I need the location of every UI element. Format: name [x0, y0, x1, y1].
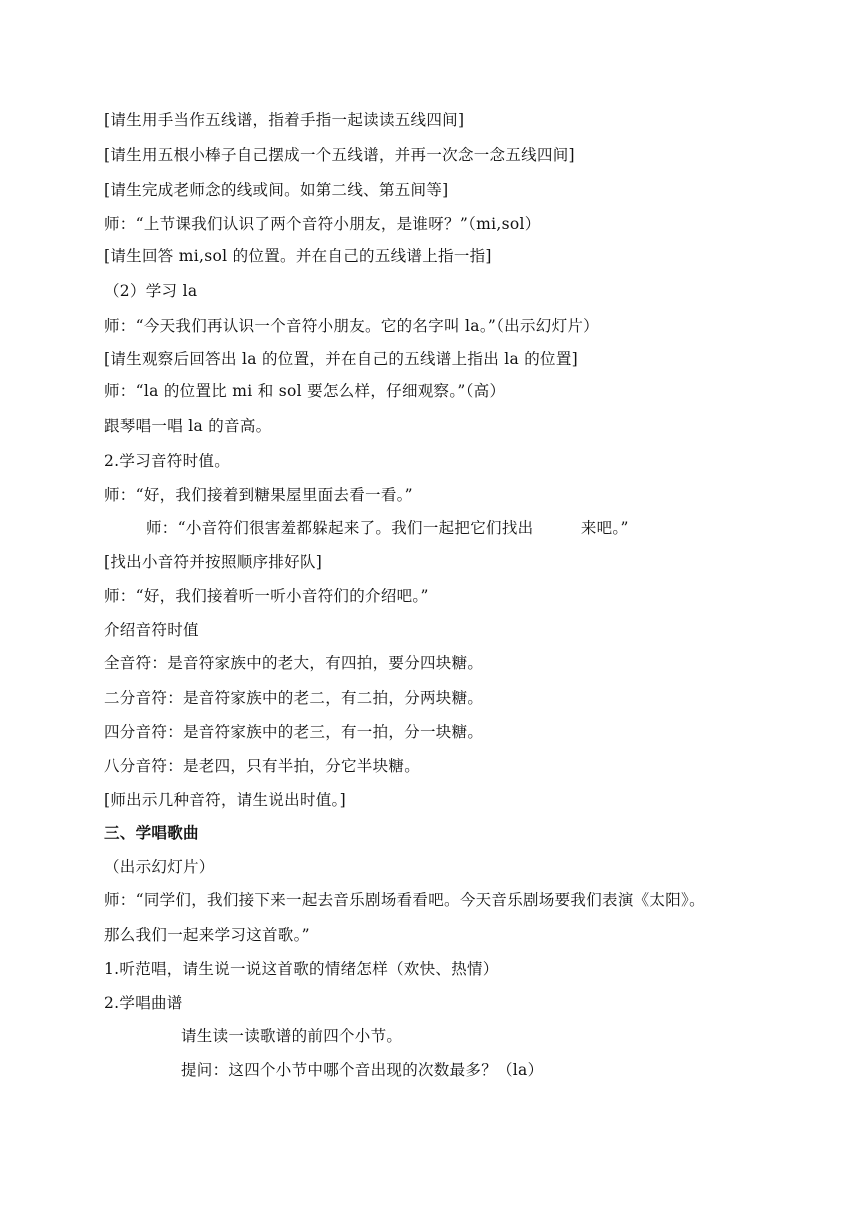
text-line: [师出示几种音符，请生说出时值。] — [104, 791, 346, 809]
text-line: 师：“好，我们接着到糖果屋里面去看一看。” — [104, 486, 413, 504]
subsection-heading: 2.学习音符时值。 — [104, 452, 230, 470]
text-line: 介绍音符时值 — [104, 621, 199, 639]
text-line: （出示幻灯片） — [104, 858, 215, 876]
text-line: 请生读一读歌谱的前四个小节。 — [181, 1027, 403, 1045]
subsection-heading: （2）学习 la — [104, 282, 198, 300]
text-line: 二分音符：是音符家族中的老二，有二拍，分两块糖。 — [104, 689, 484, 707]
text-line: 师：“小音符们很害羞都躲起来了。我们一起把它们找出 来吧。” — [146, 519, 629, 537]
text-line: 提问：这四个小节中哪个音出现的次数最多？（la） — [181, 1061, 544, 1079]
text-line: [请生用五根小棒子自己摆成一个五线谱，并再一次念一念五线四间] — [104, 146, 575, 164]
text-line: [请生用手当作五线谱，指着手指一起读读五线四间] — [104, 111, 465, 129]
text-line: 师：“la 的位置比 mi 和 sol 要怎么样，仔细观察。”（高） — [104, 382, 506, 400]
text-line: [请生观察后回答出 la 的位置，并在自己的五线谱上指出 la 的位置] — [104, 350, 579, 368]
subsection-heading: 2.学唱曲谱 — [104, 994, 183, 1012]
text-line: 师：“上节课我们认识了两个音符小朋友，是谁呀？”（mi,sol） — [104, 215, 541, 233]
text-line: 四分音符：是音符家族中的老三，有一拍，分一块糖。 — [104, 723, 484, 741]
text-line: 全音符：是音符家族中的老大，有四拍，要分四块糖。 — [104, 654, 484, 672]
text-line: 师：“好，我们接着听一听小音符们的介绍吧。” — [104, 587, 429, 605]
text-line: 师：“同学们，我们接下来一起去音乐剧场看看吧。今天音乐剧场要我们表演《太阳》。 — [104, 891, 705, 909]
section-heading: 三、学唱歌曲 — [104, 823, 199, 842]
text-line: [请生回答 mi,sol 的位置。并在自己的五线谱上指一指] — [104, 247, 492, 265]
text-line: 师：“今天我们再认识一个音符小朋友。它的名字叫 la。”（出示幻灯片） — [104, 317, 599, 335]
text-line: 那么我们一起来学习这首歌。” — [104, 926, 310, 944]
text-line: 跟琴唱一唱 la 的音高。 — [104, 417, 272, 435]
text-line: 八分音符：是老四，只有半拍，分它半块糖。 — [104, 757, 421, 775]
text-line: [请生完成老师念的线或间。如第二线、第五间等] — [104, 181, 449, 199]
text-line: [找出小音符并按照顺序排好队] — [104, 553, 323, 571]
text-line: 1.听范唱，请生说一说这首歌的情绪怎样（欢快、热情） — [104, 960, 499, 978]
